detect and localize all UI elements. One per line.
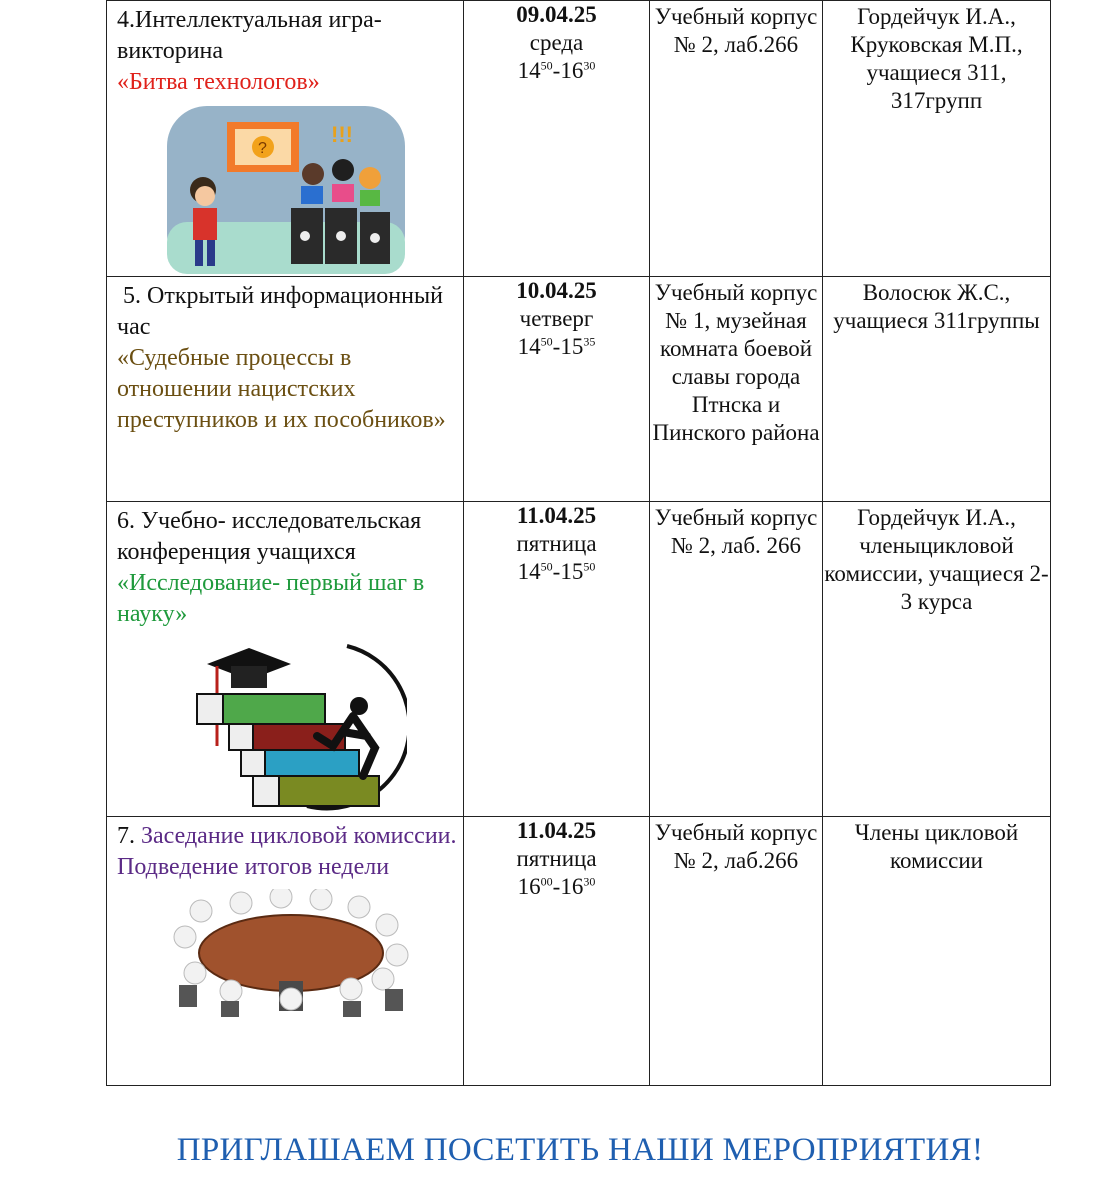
- event-title: Учебно- исследовательская конференция учащихся: [117, 508, 422, 565]
- responsible-cell: [823, 502, 1051, 817]
- event-responsible: Члены цикловой комиссии: [854, 820, 1019, 873]
- event-responsible: Гордейчук И.А., Круковская М.П., учащиеся 311, 317групп: [850, 4, 1023, 113]
- event-place: Учебный корпус № 1, музейная комната боевой славы города Птнска и Пинского района: [652, 280, 820, 445]
- events-table: [106, 0, 1051, 1086]
- event-number: 5.: [123, 283, 141, 309]
- table-row: [107, 1, 1051, 277]
- event-cell: [107, 817, 464, 1086]
- svg-text:?: ?: [258, 140, 267, 157]
- svg-text:!!!: !!!: [331, 122, 353, 147]
- event-weekday: пятница: [516, 846, 597, 871]
- responsible-cell: [823, 817, 1051, 1086]
- event-number: 4.: [117, 7, 135, 33]
- quiz-game-icon: [165, 104, 407, 276]
- event-subtitle: «Исследование- первый шаг в науку»: [117, 570, 425, 627]
- event-time: $14^{50}-15^{35}$: [517, 334, 596, 359]
- date-cell: [464, 817, 650, 1086]
- event-number: 7.: [117, 823, 135, 849]
- table-row: [107, 817, 1051, 1086]
- place-cell: [650, 817, 823, 1086]
- event-cell: [107, 277, 464, 502]
- event-subtitle: «Судебные процессы в отношении нацистских преступников и их пособников»: [117, 345, 446, 433]
- event-time: $16^{00}-16^{30}$: [517, 874, 596, 899]
- round-table-meeting-icon: [161, 889, 421, 1019]
- date-cell: [464, 502, 650, 817]
- event-cell: [107, 502, 464, 817]
- event-place: Учебный корпус № 2, лаб.266: [654, 4, 818, 57]
- event-title: Открытый информационный час: [117, 283, 443, 340]
- invitation-footer: ПРИГЛАШАЕМ ПОСЕТИТЬ НАШИ МЕРОПРИЯТИЯ!: [176, 1132, 984, 1168]
- event-cell: [107, 1, 464, 277]
- event-responsible: Гордейчук И.А., членыцикловой комиссии, учащиеся 2-3 курса: [824, 505, 1049, 614]
- event-date: 11.04.25: [516, 503, 597, 528]
- event-weekday: среда: [529, 30, 584, 55]
- event-date: 09.04.25: [516, 2, 597, 27]
- date-cell: [464, 1, 650, 277]
- place-cell: [650, 277, 823, 502]
- date-cell: [464, 277, 650, 502]
- event-weekday: четверг: [519, 306, 594, 331]
- event-responsible: Волосюк Ж.С., учащиеся 311группы: [833, 280, 1040, 333]
- event-time: $14^{50}-15^{50}$: [517, 559, 596, 584]
- table-row: [107, 502, 1051, 817]
- event-title: Заседание цикловой комиссии. Подведение итогов недели: [117, 823, 457, 880]
- place-cell: [650, 502, 823, 817]
- event-date: 10.04.25: [516, 278, 597, 303]
- event-date: 11.04.25: [516, 818, 597, 843]
- event-place: Учебный корпус № 2, лаб. 266: [654, 505, 818, 558]
- event-title: Интеллектуальная игра-викторина: [117, 7, 382, 64]
- responsible-cell: [823, 1, 1051, 277]
- event-number: 6.: [117, 508, 135, 534]
- event-place: Учебный корпус № 2, лаб.266: [654, 820, 818, 873]
- place-cell: [650, 1, 823, 277]
- graduation-books-icon: [157, 636, 407, 816]
- event-subtitle: «Битва технологов»: [117, 69, 320, 95]
- event-weekday: пятница: [516, 531, 597, 556]
- event-time: $14^{50}-16^{30}$: [517, 58, 596, 83]
- responsible-cell: [823, 277, 1051, 502]
- table-row: [107, 277, 1051, 502]
